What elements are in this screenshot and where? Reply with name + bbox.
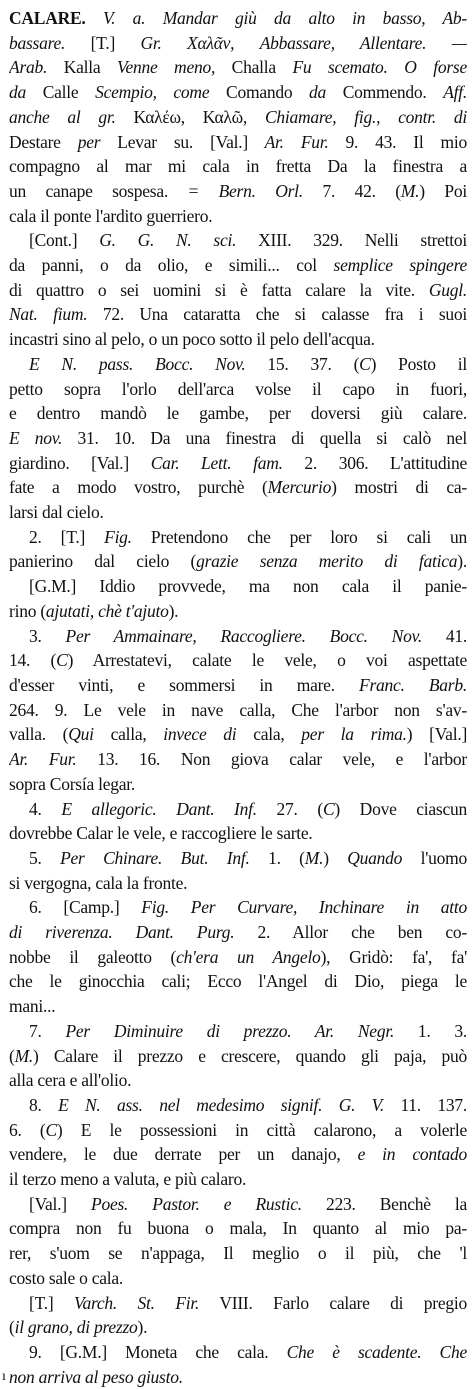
text-run: 11. 137. (383, 1094, 467, 1115)
text-run: 6. [Camp.] (29, 897, 142, 918)
text-line (9, 797, 467, 822)
text-line (9, 377, 467, 402)
italic-text: Gugl. (428, 279, 467, 300)
text-run: 1. 3. (394, 1020, 467, 1041)
text-line (9, 1216, 467, 1241)
text-line (9, 648, 467, 673)
italic-text: Che è scadente. Che (286, 1341, 467, 1362)
italic-text: da (309, 82, 327, 103)
text-run: ). (457, 551, 467, 572)
text-line (9, 278, 467, 303)
text-run: ) Poi (419, 180, 467, 201)
text-line (9, 549, 467, 574)
text-line (9, 253, 467, 278)
italic-text: E allegoric. Dant. Inf. (61, 798, 257, 819)
italic-text: invece di (163, 724, 237, 745)
italic-text: Aff. (443, 82, 467, 103)
text-run: 2. 306. L'attitudine (282, 452, 467, 473)
text-run: fate a modo vostro, purchè ( (9, 477, 268, 498)
text-line (9, 673, 467, 698)
text-line (9, 31, 467, 56)
italic-text: Car. Lett. fam. (150, 452, 283, 473)
italic-text: Per Ammainare, Raccogliere. Bocc. Nov. (65, 625, 422, 646)
italic-text: e in contado (357, 1144, 467, 1165)
italic-text: Ar. Fur. (247, 131, 329, 152)
text-run: Calle (26, 82, 96, 103)
text-run: Challa (215, 57, 293, 78)
text-run: XIII. 329. Nelli strettoi (236, 230, 467, 251)
text-line (9, 599, 467, 624)
text-run: 8. (29, 1094, 59, 1115)
text-run: 1. ( (249, 847, 305, 868)
text-run: ) Posto il (370, 353, 467, 374)
text-line (9, 1044, 467, 1069)
text-run: 7. (29, 1020, 66, 1041)
italic-text: di riverenza. Dant. Purg. (9, 922, 235, 943)
text-run: d'esser vinti, e sommersi in mare. (9, 674, 360, 695)
text-line (9, 821, 467, 846)
italic-text: C (359, 353, 371, 374)
text-run: incastri sino al pelo, o un poco sotto il pelo dell'acqua. (9, 329, 375, 350)
text-run: [Val.] (210, 131, 248, 152)
text-line: ı non arriva al peso giusto. (2, 1366, 183, 1387)
text-run: ). (137, 1317, 148, 1338)
text-run: 9. [G.M.] Moneta che cala. (29, 1341, 287, 1362)
text-line (9, 525, 467, 550)
text-run: da panni, o da olio, e simili... col (9, 255, 334, 276)
italic-text: Varch. St. Fir. (73, 1292, 200, 1313)
italic-text: Arab. (9, 57, 48, 78)
italic-text: V. a. Mandar giù da alto in basso, Ab- (85, 8, 467, 28)
text-run: VIII. Farlo calare di pregio (199, 1292, 467, 1313)
text-line (9, 426, 467, 451)
text-run: ) Calare il prezzo e crescere, quando gli paja, può (33, 1045, 467, 1066)
text-run: 3. (29, 625, 66, 646)
text-run: [G.M.] Iddio provvede, ma non cala il panie- (29, 576, 467, 597)
text-run: compra non fu buona o mala, In quanto al mio pa- (9, 1218, 467, 1239)
text-line (9, 945, 467, 970)
text-run: alla cera e all'olio. (9, 1070, 132, 1091)
italic-text: per la rima. (301, 724, 407, 745)
text-run: e dentro mandò le gambe, per doversi giù calare. (9, 403, 467, 424)
text-run: cala, (236, 724, 302, 745)
text-run: 9. 43. Il mio (328, 131, 467, 152)
text-line (9, 475, 467, 500)
text-run: si vergogna, cala la fronte. (9, 872, 188, 893)
text-run: 14. ( (9, 650, 57, 671)
text-line (9, 352, 467, 377)
text-run: Comando (209, 82, 310, 103)
italic-text: da (9, 82, 26, 103)
italic-text: Per Diminuire di prezzo. Ar. Negr. (65, 1020, 395, 1041)
text-run: Commendo. (326, 82, 444, 103)
text-line (9, 500, 467, 525)
text-run: 5. (29, 847, 61, 868)
text-line (9, 1315, 467, 1340)
text-run: 223. Benchè la (301, 1193, 467, 1214)
text-line (9, 1266, 467, 1291)
italic-text: Venne meno, (116, 57, 216, 78)
text-line (9, 1142, 467, 1167)
text-line (9, 6, 467, 31)
text-run: sopra Corsía legar. (9, 773, 135, 794)
italic-text: anche al gr. (9, 106, 116, 127)
text-line (9, 1068, 467, 1093)
text-run: ( (9, 1317, 15, 1338)
text-run: Pretendono che per loro si cali un (131, 526, 467, 547)
text-run: ). (168, 600, 179, 621)
italic-text: Qui (68, 724, 94, 745)
italic-text: grazie senza merito di fatica (196, 551, 458, 572)
text-run: dovrebbe Calar le vele, e raccogliere le sarte. (9, 823, 313, 844)
text-line (9, 1291, 467, 1316)
text-line (9, 80, 467, 105)
text-line (9, 994, 467, 1019)
text-run: valla. ( (9, 724, 69, 745)
italic-text: il grano, di prezzo (14, 1317, 138, 1338)
text-line (9, 55, 467, 80)
text-run: [T.] (29, 1292, 74, 1313)
italic-text: Fig. Per Curvare, Inchinare in atto (141, 897, 467, 918)
text-run: 27. ( (256, 798, 323, 819)
italic-text: C (56, 650, 68, 671)
italic-text: per (77, 131, 101, 152)
text-line (9, 846, 467, 871)
text-line (9, 154, 467, 179)
italic-text: Nat. fium. (9, 304, 88, 325)
text-line (9, 401, 467, 426)
text-run: petto sopra l'orlo dell'arca volse il capo in fuori, (9, 378, 467, 399)
italic-text: Quando (347, 847, 403, 868)
text-run: il terzo meno a valuta, e più calaro. (9, 1169, 247, 1190)
text-line (9, 302, 467, 327)
dictionary-entry-calare (2, 6, 467, 1389)
italic-text: bassare. (9, 32, 66, 53)
text-run: nobbe il galeotto ( (9, 946, 177, 967)
text-run: ( (9, 1045, 15, 1066)
text-run: ) E le possessioni in città calarono, a volerle (56, 1119, 467, 1140)
text-line (9, 130, 467, 155)
text-run: Levar su. (100, 131, 211, 152)
text-line (9, 228, 467, 253)
text-run: [T.] (65, 32, 141, 53)
text-run: ) [Val.] (406, 724, 467, 745)
text-run: mani... (9, 996, 56, 1017)
text-line (9, 895, 467, 920)
italic-text: Chiamare, fig., contr. di (264, 106, 467, 127)
text-run: 13. 16. Non giova calar vele, e l'arbor (76, 749, 467, 770)
italic-text: Per Chinare. But. Inf. (60, 847, 250, 868)
text-run: 15. 37. ( (245, 353, 360, 374)
italic-text: semplice spingere (333, 255, 467, 276)
text-line (9, 1093, 467, 1118)
text-run: ) Arrestatevi, calate le vele, o voi aspettate (67, 650, 467, 671)
italic-text: = Bern. Orl. (187, 180, 303, 201)
text-run: 264. 9. Le vele in nave calla, Che l'arbor non s'av- (9, 699, 467, 720)
text-line (9, 204, 467, 229)
text-run: di quattro o sei uomini si è fatta calare la vite. (9, 279, 429, 300)
text-run: che le ginocchia cali; Ecco l'Angel di Dio, piega le (9, 971, 467, 992)
italic-text: G. G. N. sci. (99, 230, 237, 251)
text-run: 31. 10. Da una finestra di quella si calò nel (62, 427, 467, 448)
text-run: Destare (9, 131, 78, 152)
text-run: 2. [T.] (29, 526, 105, 547)
text-run: 2. Allor che ben co- (234, 922, 467, 943)
italic-text: Fu scemato. O forse (292, 57, 467, 78)
italic-text: ch'era un Angelo (176, 946, 321, 967)
text-run: panierino dal cielo ( (9, 551, 197, 572)
italic-text: M. (304, 847, 324, 868)
italic-text: E nov. (9, 427, 63, 448)
italic-text: C (45, 1119, 57, 1140)
italic-text: ajutati, chè t'ajuto (45, 600, 169, 621)
text-run: [Val.] (29, 1193, 92, 1214)
text-run: 7. 42. ( (302, 180, 401, 201)
text-line (9, 327, 467, 352)
italic-text: Scempio, come (95, 82, 210, 103)
text-line (9, 451, 467, 476)
text-run: giardino. [Val.] (9, 452, 151, 473)
text-run: costo sale o cala. (9, 1267, 124, 1288)
text-line (9, 871, 467, 896)
italic-text: Mercurio (267, 477, 332, 498)
italic-text: E N. pass. Bocc. Nov. (29, 353, 246, 374)
text-line (9, 179, 467, 204)
text-run: ) Dove ciascun (334, 798, 467, 819)
italic-text: Ar. Fur. (9, 749, 77, 770)
text-run: l'uomo (402, 847, 467, 868)
text-line (9, 1340, 467, 1365)
text-run: 41. (421, 625, 467, 646)
text-run: 72. Una cataratta che si calasse fra i suoi (87, 304, 467, 325)
text-line (9, 1118, 467, 1143)
italic-text: C (322, 798, 335, 819)
text-run: Kalla (47, 57, 117, 78)
italic-text: Franc. Barb. (359, 674, 467, 695)
text-line (9, 1019, 467, 1044)
text-run: 4. (29, 798, 62, 819)
text-run: compagno al mar mi cala in fretta Da la finestra a (9, 156, 467, 177)
text-line (9, 920, 467, 945)
text-line (9, 722, 467, 747)
text-run: larsi dal cielo. (9, 502, 104, 523)
text-run: rino ( (9, 600, 46, 621)
text-line (9, 698, 467, 723)
text-run: [Cont.] (29, 230, 100, 251)
text-line (9, 105, 467, 130)
text-line (9, 772, 467, 797)
text-line (9, 624, 467, 649)
italic-text: Poes. Pastor. e Rustic. (91, 1193, 302, 1214)
text-run: rer, s'uom se n'appaga, Il meglio o il più, che 'l (9, 1243, 467, 1264)
italic-text: Fig. (104, 526, 132, 547)
text-run: cala il ponte l'ardito guerriero. (9, 205, 213, 226)
text-line (9, 1241, 467, 1266)
italic-text: M. (400, 180, 420, 201)
text-run: ) (323, 847, 348, 868)
italic-text: Gr. Χαλᾶν, Abbassare, Allentare. — (140, 32, 467, 53)
text-run: 6. ( (9, 1119, 46, 1140)
text-run: ) mostri di ca- (331, 477, 467, 498)
text-run: vendere, le due derrate per un danajo, (9, 1144, 358, 1165)
italic-text: non arriva al peso giusto. (9, 1366, 183, 1387)
text-line (9, 1167, 467, 1192)
text-run: calla, (93, 724, 164, 745)
text-run: Καλέω, Καλῶ, (115, 106, 265, 127)
text-line (9, 969, 467, 994)
text-line (9, 747, 467, 772)
italic-text: E N. ass. nel medesimo signif. G. V. (58, 1094, 384, 1115)
text-line (9, 574, 467, 599)
italic-text: M. (14, 1045, 34, 1066)
headword: CALARE. (9, 8, 86, 28)
text-run: un canape sospesa. (9, 180, 188, 201)
text-run: ), Gridò: fa', fa' (320, 946, 467, 967)
